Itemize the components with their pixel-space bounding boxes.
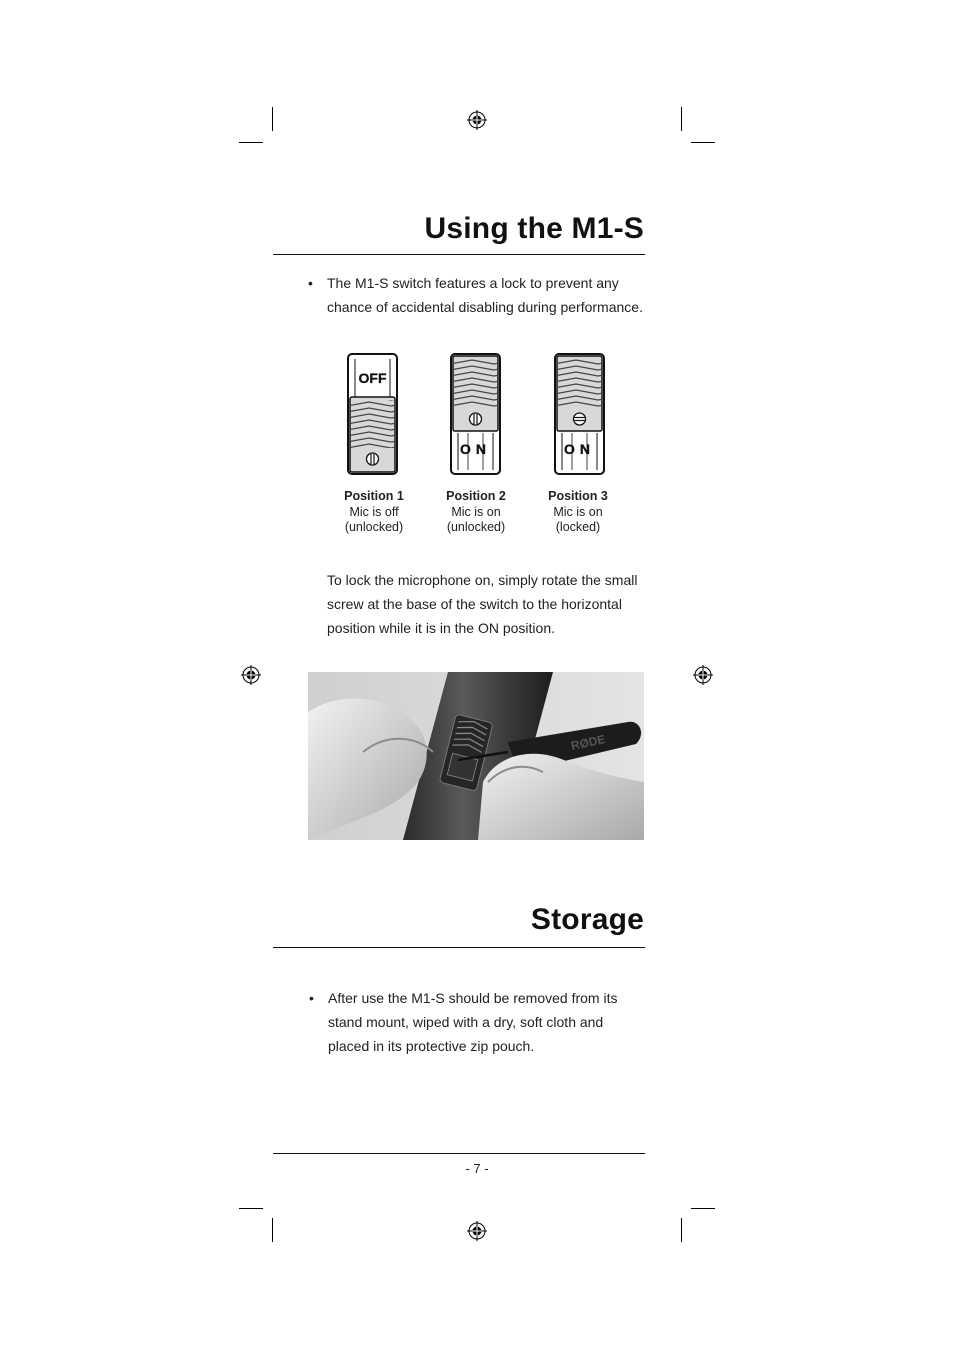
bullet-text: After use the M1-S should be removed from its stand mount, wiped with a dry, soft cloth and placed in its protective zip pouch. <box>328 990 618 1054</box>
switch-caption-3 <box>533 489 623 536</box>
registration-mark-icon <box>467 1221 487 1241</box>
registration-mark-icon <box>467 110 487 130</box>
bullet-item-storage <box>309 986 654 1061</box>
switch-label: OFF <box>358 370 387 386</box>
switch-caption-1 <box>329 489 419 536</box>
footer-rule <box>273 1153 645 1154</box>
switch-position-1-illustration <box>347 353 398 475</box>
section-title-storage: Storage <box>530 903 644 936</box>
position-status: Mic is on <box>553 504 603 519</box>
title-rule <box>273 947 645 948</box>
position-lock-state: (locked) <box>555 520 601 534</box>
crop-mark-top-right-vertical <box>681 107 682 131</box>
bullet-text: The M1-S switch features a lock to prevent any chance of accidental disabling during performance. <box>327 275 643 315</box>
lock-instructions: To lock the microphone on, simply rotate the small screw at the base of the switch to the horizontal position while it is in the ON position. <box>327 572 638 636</box>
crop-mark-bottom-left-vertical <box>272 1218 273 1242</box>
bullet-icon: • <box>309 990 314 1006</box>
crop-mark-bottom-right-vertical <box>681 1218 682 1242</box>
switch-position-2-illustration <box>450 353 501 475</box>
switch-label: ON <box>460 441 491 457</box>
switch-label: ON <box>564 441 595 457</box>
photo-illustration <box>308 672 644 840</box>
switch-position-3-illustration <box>554 353 605 475</box>
position-lock-state: (unlocked) <box>344 520 404 534</box>
crop-mark-top-left-horizontal <box>239 142 263 143</box>
crop-mark-top-right-horizontal <box>691 142 715 143</box>
title-rule <box>273 254 645 255</box>
position-label: Position 2 <box>446 489 506 503</box>
crop-mark-top-left-vertical <box>272 107 273 131</box>
photo-locking-switch <box>308 672 644 840</box>
position-status: Mic is off <box>349 504 399 519</box>
position-label: Position 1 <box>344 489 404 503</box>
switch-caption-2 <box>431 489 521 536</box>
registration-mark-icon <box>693 665 713 685</box>
bullet-icon: • <box>308 275 313 291</box>
crop-mark-bottom-left-horizontal <box>239 1208 263 1209</box>
tool-brand-logo: RØDE <box>569 732 607 753</box>
page-number: - 7 - <box>465 1161 489 1176</box>
position-lock-state: (unlocked) <box>446 520 506 534</box>
position-status: Mic is on <box>451 504 501 519</box>
bullet-item-lock <box>308 271 653 321</box>
crop-mark-bottom-right-horizontal <box>691 1208 715 1209</box>
position-label: Position 3 <box>548 489 608 503</box>
section-title-using: Using the M1-S <box>424 212 644 245</box>
registration-mark-icon <box>241 665 261 685</box>
